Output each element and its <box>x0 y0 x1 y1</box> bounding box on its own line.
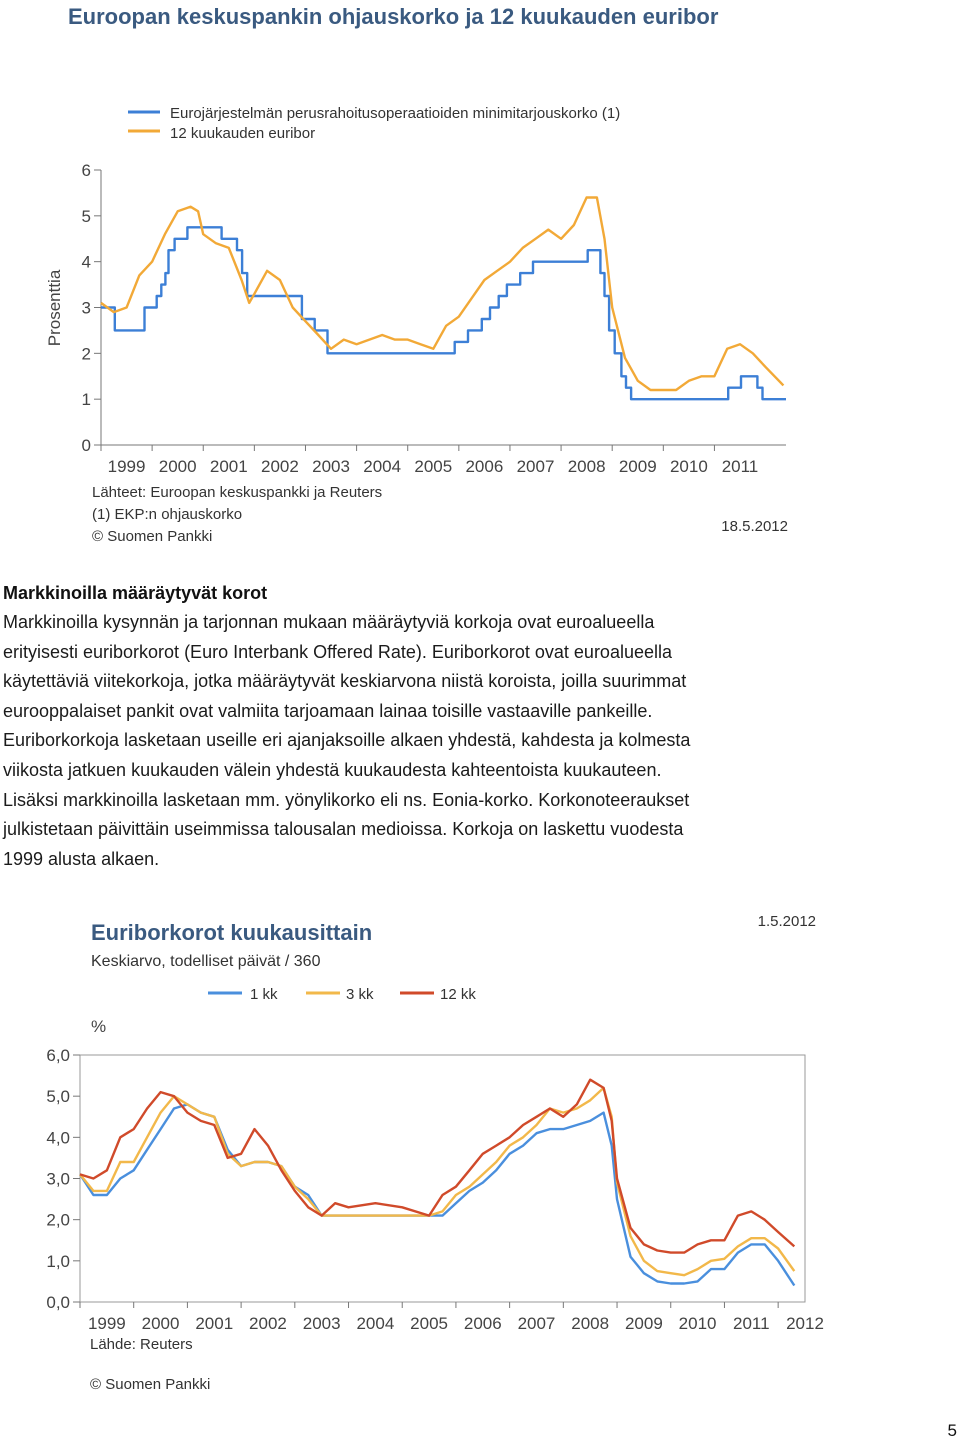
plot-area <box>46 1046 824 1333</box>
x-tick-label: 2006 <box>465 457 504 476</box>
source-notes <box>92 484 382 545</box>
legend-label-euribor: 12 kuukauden euribor <box>170 125 316 142</box>
series-line-1 <box>80 1088 794 1275</box>
copyright-line: © Suomen Pankki <box>92 528 213 545</box>
x-tick-label: 2007 <box>517 1314 556 1333</box>
x-tick-label: 2008 <box>571 1314 610 1333</box>
x-tick-label: 1999 <box>107 457 146 476</box>
x-tick-label: 2011 <box>721 457 759 476</box>
x-tick-label: 2002 <box>249 1314 287 1333</box>
x-tick-label: 2000 <box>141 1314 180 1333</box>
x-tick-label: 2010 <box>678 1314 717 1333</box>
article-line: viikosta jatkuen kuukauden välein yhdestä kuukaudesta kahteentoista kuukauteen. <box>3 759 662 780</box>
y-tick-label: 1,0 <box>46 1251 70 1271</box>
x-tick-label: 2009 <box>624 1314 663 1333</box>
article-line: 1999 alusta alkaen. <box>3 848 160 869</box>
source-line: Lähde: Reuters <box>90 1336 193 1353</box>
y-tick-label: 0 <box>81 436 91 455</box>
article-line: Markkinoilla kysynnän ja tarjonnan mukaan määräytyviä korkoja ovat euroalueella <box>3 612 655 632</box>
x-tick-label: 2005 <box>410 1314 448 1333</box>
x-tick-label: 2009 <box>618 457 657 476</box>
chart-title: Euroopan keskuspankin ohjauskorko ja 12 kuukauden euribor <box>68 4 719 29</box>
article-line: käytettäviä viitekorkoja, jotka määräytyvät keskiarvona niistä koroista, joilla suurimmat <box>3 671 687 692</box>
copyright-line: © Suomen Pankki <box>90 1376 211 1393</box>
article-body <box>3 608 958 874</box>
plot-area <box>82 161 786 476</box>
y-tick-label: 3,0 <box>46 1169 70 1189</box>
x-tick-label: 2002 <box>261 457 299 476</box>
x-tick-label: 2008 <box>567 457 606 476</box>
x-tick-label: 2011 <box>733 1314 770 1333</box>
chart-legend <box>128 105 620 142</box>
y-axis-label: % <box>91 1017 107 1036</box>
x-tick-label: 2010 <box>669 457 708 476</box>
y-tick-label: 5,0 <box>46 1087 70 1107</box>
x-tick-label: 2001 <box>195 1314 234 1333</box>
x-tick-label: 2012 <box>786 1314 824 1333</box>
legend-label-3kk: 3 kk <box>346 986 374 1003</box>
x-tick-label: 2000 <box>158 457 197 476</box>
chart-legend <box>208 986 476 1003</box>
ecb-euribor-chart <box>45 0 810 550</box>
y-tick-label: 6,0 <box>46 1046 70 1065</box>
x-tick-label: 2001 <box>209 457 248 476</box>
article-line: julkistetaan päivittäin useimmissa talousalan medioissa. Korkoja on laskettu vuodesta <box>3 819 684 840</box>
legend-label-12kk: 12 kk <box>440 986 476 1003</box>
chart-subtitle: Keskiarvo, todelliset päivät / 360 <box>91 953 321 970</box>
y-tick-label: 6 <box>81 161 91 180</box>
y-tick-label: 1 <box>81 390 91 410</box>
series-line-0 <box>101 227 786 399</box>
article-line: erityisesti euriborkorot (Euro Interbank Offered Rate). Euriborkorot ovat euroalueella <box>3 641 672 662</box>
chart-title: Euriborkorot kuukausittain <box>91 920 373 945</box>
chart-date: 18.5.2012 <box>721 518 788 535</box>
page-number: 5 <box>947 1421 957 1440</box>
article-section <box>3 578 958 874</box>
y-tick-label: 0,0 <box>46 1293 70 1312</box>
x-tick-label: 2003 <box>312 457 350 476</box>
y-tick-label: 4,0 <box>46 1128 70 1148</box>
series-line-0 <box>80 1104 794 1285</box>
x-tick-label: 2006 <box>463 1314 502 1333</box>
y-axis-label: Prosenttia <box>45 269 64 347</box>
article-line: eurooppalaiset pankit ovat valmiita tarjoamaan lainaa toisille vastaaville pankeille. <box>3 700 653 721</box>
y-tick-label: 2 <box>81 344 91 364</box>
y-tick-label: 4 <box>81 252 91 272</box>
source-line: Lähteet: Euroopan keskuspankki ja Reuters <box>92 484 383 501</box>
chart-date: 1.5.2012 <box>757 913 816 930</box>
x-tick-label: 2007 <box>516 457 555 476</box>
article-line: Euriborkorkoja lasketaan useille eri ajanjaksoille alkaen yhdestä, kahdesta ja kolmesta <box>3 730 691 751</box>
footnote-line: (1) EKP:n ohjauskorko <box>92 506 243 523</box>
x-tick-label: 2004 <box>356 1314 395 1333</box>
article-heading: Markkinoilla määräytyvät korot <box>3 583 268 603</box>
x-tick-label: 2005 <box>414 457 453 476</box>
y-tick-label: 3 <box>81 298 91 318</box>
y-tick-label: 2,0 <box>46 1210 70 1230</box>
legend-label-1kk: 1 kk <box>250 986 278 1003</box>
euribor-monthly-chart <box>40 900 830 1400</box>
plot-frame <box>80 1055 805 1302</box>
y-tick-label: 5 <box>81 206 91 226</box>
x-tick-label: 2004 <box>363 457 402 476</box>
x-tick-label: 2003 <box>302 1314 341 1333</box>
article-line: Lisäksi markkinoilla lasketaan mm. yönylikorko eli ns. Eonia-korko. Korkonoteeraukset <box>3 789 690 810</box>
x-tick-label: 1999 <box>87 1314 126 1333</box>
source-notes <box>90 1336 210 1393</box>
legend-label-ecb: Eurojärjestelmän perusrahoitusoperaatioiden minimitarjouskorko (1) <box>170 105 621 122</box>
